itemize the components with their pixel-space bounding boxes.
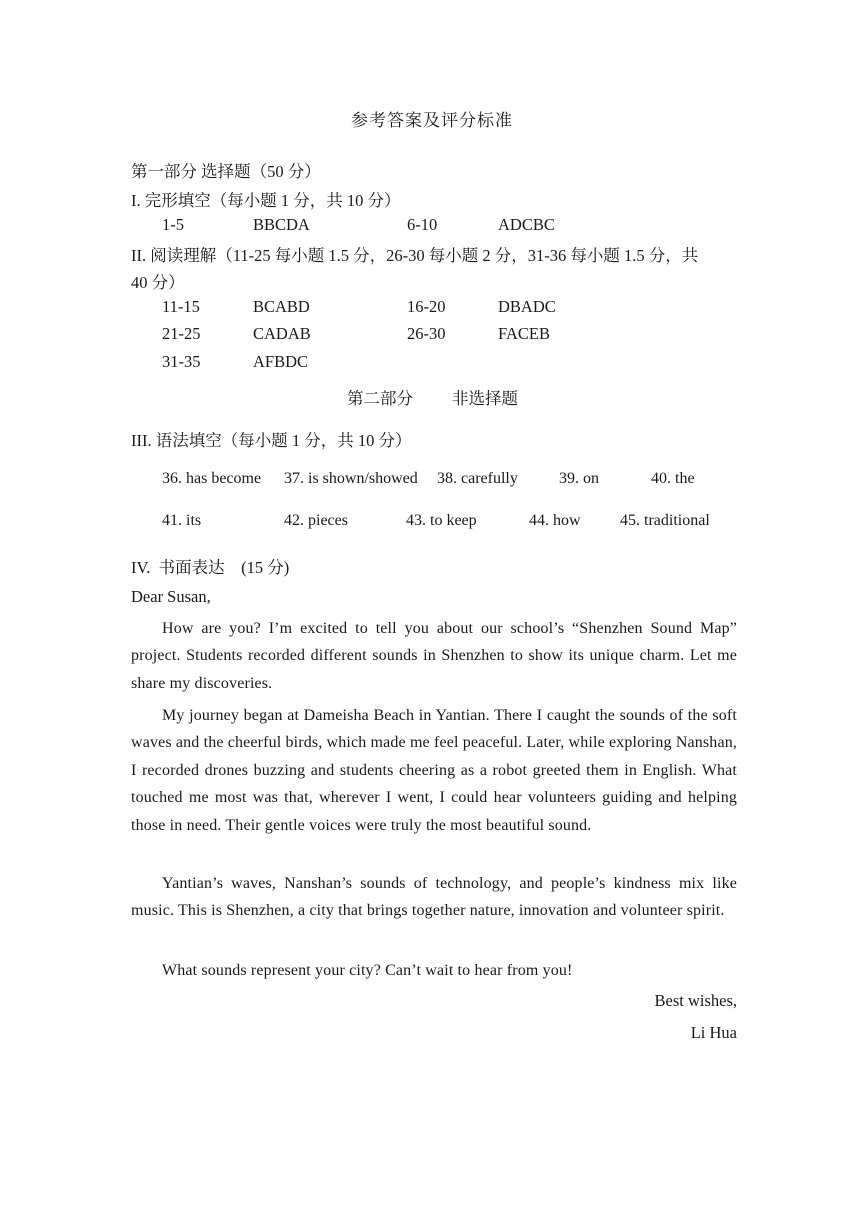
answer-range: 21-25 <box>162 324 201 343</box>
writing-heading: IV. 书面表达 (15 分) <box>131 558 290 577</box>
grammar-answer: 44. how <box>529 512 581 529</box>
letter-paragraph-text: My journey began at Dameisha Beach in Yantian. There I caught the sounds of the soft waves and the cheerful birds, which made me feel peaceful. Later, while exploring Nanshan, I recorded drones buzzing and students cheering as a robot greeted them in English. What touched me most was that, wherever I went, I could hear volunteers guiding and helping those in need. Their gentle voices were truly the most beautiful sound. <box>131 707 737 834</box>
letter-signature: Li Hua <box>690 1023 737 1042</box>
letter-paragraph <box>131 702 737 839</box>
grammar-answer: 36. has become <box>162 470 262 487</box>
grammar-answer: 39. on <box>559 470 599 487</box>
letter-paragraph-text: What sounds represent your city? Can’t wait to hear from you! <box>162 962 573 979</box>
reading-heading-line1: II. 阅读理解（11-25 每小题 1.5 分，26-30 每小题 2 分，31-36 每小题 1.5 分，共 <box>131 246 699 265</box>
grammar-answer: 38. carefully <box>437 470 518 487</box>
answer-range: 16-20 <box>407 297 446 316</box>
part1-heading: 第一部分 选择题（50 分） <box>131 162 321 181</box>
letter-paragraph <box>131 870 737 925</box>
answer-letters: ADCBC <box>498 215 555 234</box>
answer-range: 31-35 <box>162 352 201 371</box>
answer-range: 26-30 <box>407 324 446 343</box>
grammar-heading: III. 语法填空（每小题 1 分，共 10 分） <box>131 431 412 450</box>
part2-heading-left: 第二部分 <box>347 389 413 408</box>
answer-letters: AFBDC <box>253 352 309 371</box>
answer-range: 11-15 <box>162 297 200 316</box>
letter-paragraph <box>131 957 737 984</box>
grammar-answer: 42. pieces <box>284 512 348 529</box>
answer-letters: BCABD <box>253 297 310 316</box>
part2-heading-right: 非选择题 <box>452 389 518 408</box>
grammar-answer: 40. the <box>651 470 695 487</box>
letter-closing: Best wishes, <box>654 991 737 1010</box>
answer-range: 1-5 <box>162 215 184 234</box>
page-title: 参考答案及评分标准 <box>351 111 513 130</box>
answer-letters: FACEB <box>498 324 550 343</box>
answer-letters: BBCDA <box>253 215 310 234</box>
answer-range: 6-10 <box>407 215 438 234</box>
cloze-heading: I. 完形填空（每小题 1 分，共 10 分） <box>131 191 401 210</box>
reading-heading-line2: 40 分） <box>131 273 185 292</box>
answer-letters: CADAB <box>253 324 311 343</box>
letter-salutation: Dear Susan, <box>131 587 211 606</box>
letter-paragraph-text: Yantian’s waves, Nanshan’s sounds of technology, and people’s kindness mix like music. This is Shenzhen, a city that brings together nature, innovation and volunteer spirit. <box>131 875 737 920</box>
letter-paragraph <box>131 615 737 697</box>
grammar-answer: 45. traditional <box>620 512 710 529</box>
answer-letters: DBADC <box>498 297 556 316</box>
grammar-answer: 37. is shown/showed <box>284 470 418 487</box>
letter-paragraph-text: How are you? I’m excited to tell you about our school’s “Shenzhen Sound Map” project. Students recorded different sounds in Shenzhen to show its unique charm. Let me share my discoveries. <box>131 620 737 692</box>
grammar-answer: 43. to keep <box>406 512 477 529</box>
grammar-answer: 41. its <box>162 512 202 529</box>
